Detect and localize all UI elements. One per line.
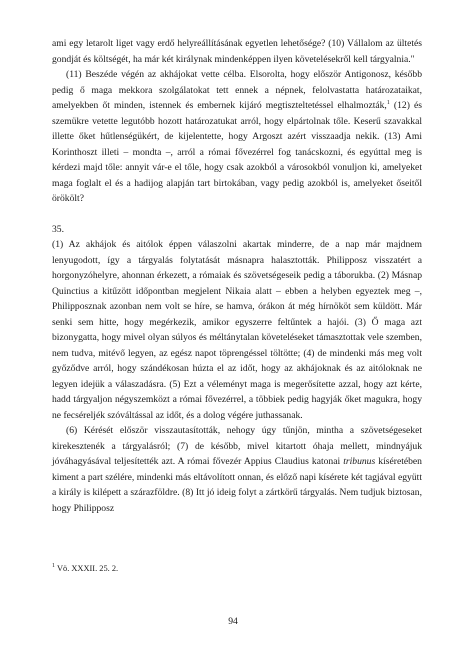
- paragraph: [52, 237, 422, 423]
- chapter-number: [52, 222, 422, 238]
- text-run: (6) Kérését először visszautasították, nehogy úgy tűnjön, mintha a szövetségeseket kirekesztenék a tárgyalásról; (7) de később, mivel kitartott óhaja mellett, mindnyájuk jóváhagyásával teljesítették azt. A római fővezér Appius Claudius katonai: [52, 425, 422, 467]
- page-number: 94: [228, 616, 238, 627]
- text-run: kíséretében kiment a part szélére, mindenki más eltávolított onnan, és előző napi kísérete két tagjával együtt a király is kilépett a szárazföldre. (8) Itt jó ideig folyt a zártkörű tárgyalás. Nem tudjuk biztosan, hogy Philipposz: [52, 456, 422, 514]
- main-text: [52, 36, 422, 516]
- paragraph: [52, 423, 422, 516]
- footnote: [52, 563, 422, 575]
- text-run: 35.: [52, 223, 64, 235]
- text-run: (11) Beszéde végén az akhájokat vette célba. Elsorolta, hogy először Antigonosz, később pedig ő maga mekkora szolgálatokat tett ennek a népnek, felolvastatta határozataikat, amelyekben őt minden, istennek és embernek kijáró megtiszteltetéssel elhalmozták,: [52, 69, 422, 111]
- italic-term: tribunus: [343, 456, 376, 467]
- paragraph: [52, 67, 422, 207]
- text-run: ami egy letarolt liget vagy erdő helyreállításának egyetlen lehetősége? (10) Vállalom az ültetés gondját és költségét, ha már két királynak mindenképpen ilyen követelésekről kell tárgyalnia.": [52, 38, 422, 65]
- footnote-ref: 1: [386, 99, 390, 106]
- paragraph: [52, 36, 422, 67]
- footnote-text: Vö. XXXII. 25. 2.: [56, 564, 119, 573]
- text-run: (1) Az akhájok és aitólok éppen válaszolni akartak minderre, de a nap már majdnem lenyugodott, így a tárgyalás folytatását másnapra halasztották. Philipposz visszatért a horgonyzóhelyre, ahonnan érkezett, a rómaiak és szövetségeseik pedig a táborukba. (2) Másnap Quinctius a kitűzött időpontban megjelent Nikaia alatt – ebben a helyben egyeztek meg –, Philipposznak azonban nem volt se híre, se hamva, órákon át még hírnököt sem küldött. Már senki sem hitte, hogy megérkezik, amikor egyszerre feltűntek a hajói. (3) Ő maga azt bizonygatta, hogy mivel olyan súlyos és méltánytalan követeléseket támasztottak vele szemben, nem tudva, mitévő legyen, az egész napot töprengéssel töltötte; (4) de mindenki más meg volt győződve arról, hogy szándékosan húzta el az időt, hogy az akhájoknak és az aitóloknak ne legyen idejük a válaszadásra. (5) Ezt a véleményt maga is megerősítette azzal, hogy azt kérte, hadd tárgyaljon négyszemközt a római fővezérrel, a többiek pedig hagyják őket magukra, hogy ne fecséreljék szóváltással az időt, és a dolog végére juthassanak.: [52, 239, 422, 421]
- text-run: (12) és szemükre vetette legutóbb hozott határozatukat arról, hogy elpártolnak tőle. Keserű szavakkal illette őket hűtlenségükért, de kijelentette, hogy Argoszt azért visszaadja nekik. (13) Ami Korinthoszt illeti – mondta –, arról a római fővezérrel fog tanácskozni, és egyúttal meg is kérdezi majd tőle: annyit vár-e el tőle, hogy csak azokból a városokból vonuljon ki, amelyeket maga foglalt el és a hadijog alapján tart birtokában, vagy pedig azokból is, amelyeket őseitől örökölt?: [52, 100, 422, 204]
- footnote-marker: 1: [52, 563, 55, 570]
